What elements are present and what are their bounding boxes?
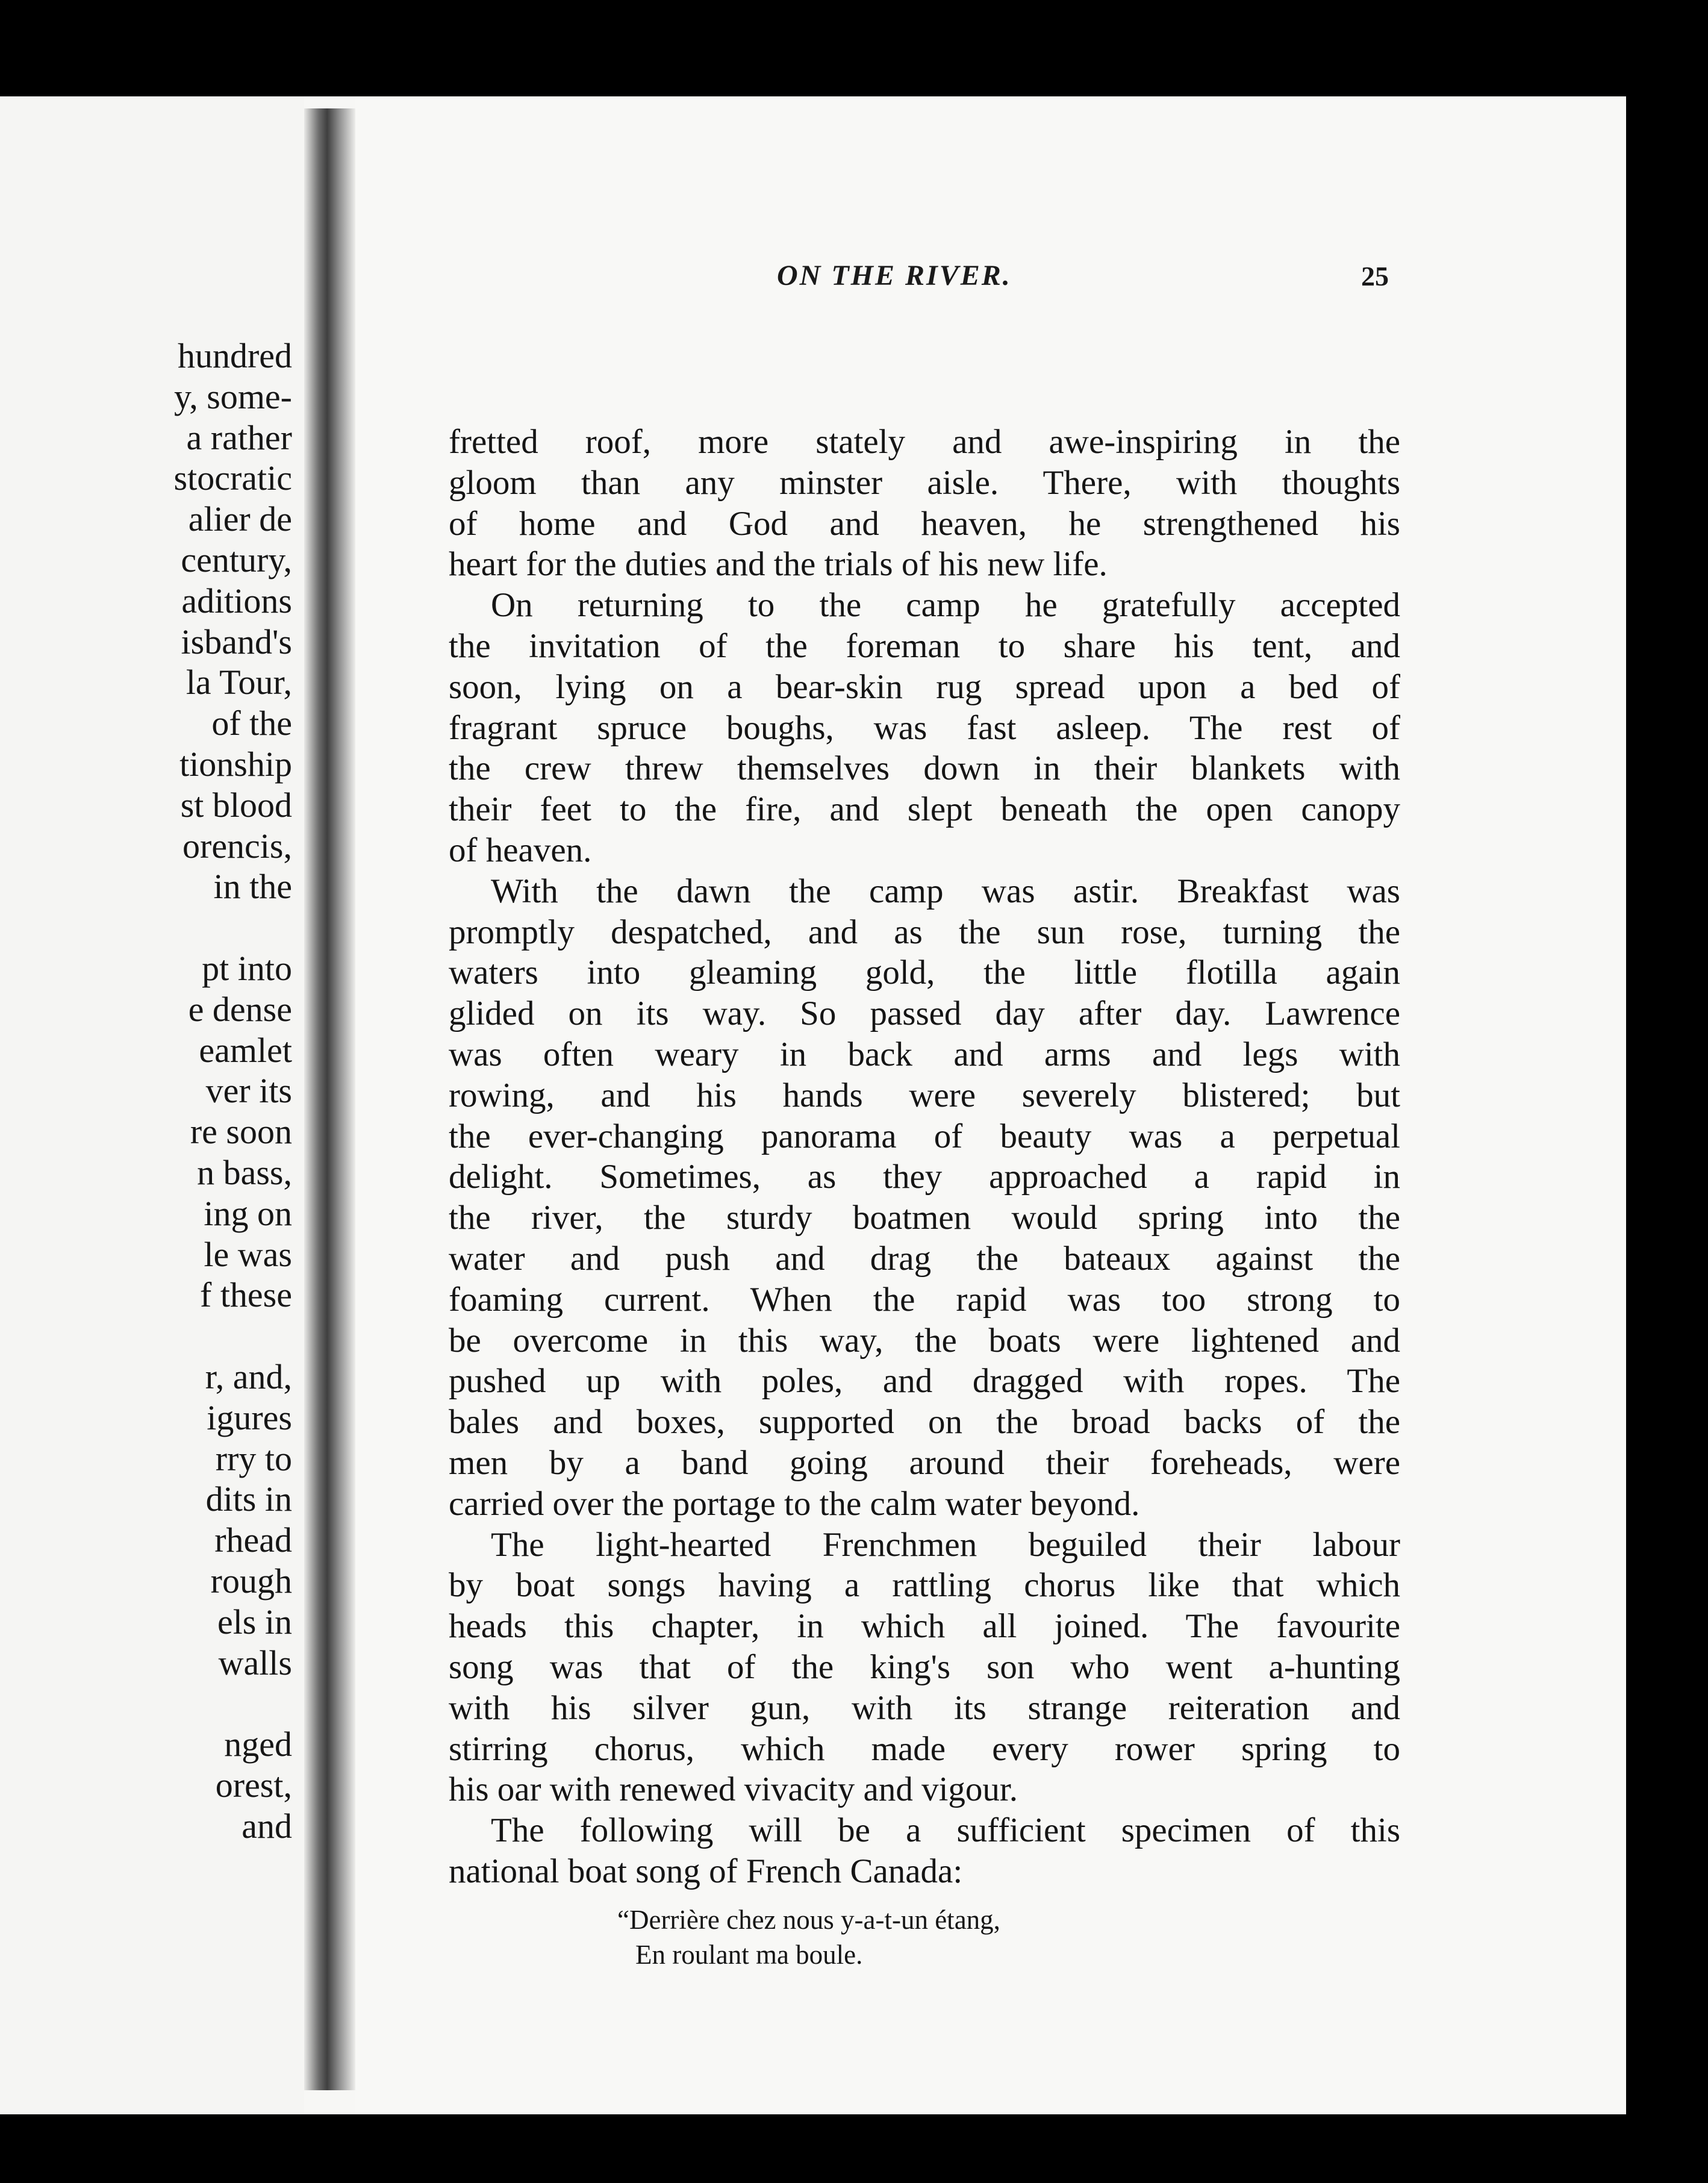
page-number: 25	[1361, 261, 1389, 292]
text-line: be overcome in this way, the boats were lightened and	[449, 1321, 1400, 1360]
left-page-line: aditions	[181, 581, 292, 620]
left-page-line: rry to	[215, 1438, 292, 1478]
left-page-line: y, some-	[174, 376, 292, 416]
left-page-line: n bass,	[197, 1153, 292, 1192]
text-line: heads this chapter, in which all joined. The favourite	[449, 1607, 1400, 1646]
text-line: rowing, and his hands were severely blistered; but	[449, 1076, 1400, 1114]
text-line: carried over the portage to the calm water beyond.	[449, 1484, 1140, 1523]
text-line: men by a band going around their foreheads, were	[449, 1444, 1400, 1482]
left-page-line: nged	[224, 1725, 292, 1764]
left-page-line: r, and,	[205, 1357, 292, 1396]
text-line: bales and boxes, supported on the broad backs of the	[449, 1403, 1400, 1441]
left-page-line: walls	[218, 1643, 292, 1682]
right-page	[355, 96, 1626, 2114]
left-page-line: ing on	[204, 1193, 292, 1233]
left-page-line: tionship	[179, 745, 292, 784]
text-line: stirring chorus, which made every rower spring to	[449, 1729, 1400, 1768]
left-page-line: stocratic	[173, 458, 292, 498]
left-page-line: igures	[207, 1398, 292, 1437]
text-line: by boat songs having a rattling chorus like that which	[449, 1566, 1400, 1605]
text-line: the crew threw themselves down in their blankets with	[449, 749, 1400, 788]
left-page-line: hundred	[177, 336, 292, 375]
text-line: with his silver gun, with its strange reiteration and	[449, 1688, 1400, 1727]
text-line: With the dawn the camp was astir. Breakfast was	[491, 872, 1400, 910]
text-line: was often weary in back and arms and legs with	[449, 1035, 1400, 1073]
left-page-line: e dense	[188, 989, 292, 1029]
left-page-line: isband's	[181, 622, 292, 661]
text-line: pushed up with poles, and dragged with ropes. The	[449, 1362, 1400, 1401]
left-page	[0, 96, 304, 2114]
left-page-line: st blood	[180, 785, 292, 825]
left-page-line: alier de	[188, 499, 292, 539]
text-line: glided on its way. So passed day after day. Lawrence	[449, 995, 1400, 1033]
left-page-line: orest,	[215, 1766, 292, 1805]
text-line: gloom than any minster aisle. There, with thoughts	[449, 463, 1400, 502]
text-line: national boat song of French Canada:	[449, 1852, 963, 1890]
book-page-spread	[0, 96, 1626, 2114]
text-line: the ever-changing panorama of beauty was a perpetual	[449, 1117, 1400, 1155]
left-page-line: and	[242, 1806, 292, 1846]
left-page-line: eamlet	[199, 1030, 292, 1070]
left-page-line: pt into	[202, 949, 292, 988]
verse-line: “Derrière chez nous y-a-t-un étang,	[617, 1904, 1000, 1935]
text-line: promptly despatched, and as the sun rose, turning the	[449, 913, 1400, 951]
text-line: the invitation of the foreman to share his tent, and	[449, 627, 1400, 665]
text-line: water and push and drag the bateaux against the	[449, 1240, 1400, 1278]
left-page-line: orencis,	[182, 826, 292, 866]
left-page-line: of the	[211, 704, 292, 743]
left-page-line: la Tour,	[185, 663, 292, 702]
left-page-line: le was	[204, 1234, 292, 1274]
left-page-line: dits in	[205, 1479, 292, 1519]
text-line: fragrant spruce boughs, was fast asleep. The rest of	[449, 708, 1400, 747]
text-line: The light-hearted Frenchmen beguiled their labour	[491, 1525, 1400, 1564]
text-line: song was that of the king's son who went a-hunting	[449, 1648, 1400, 1686]
text-line: heart for the duties and the trials of his new life.	[449, 545, 1108, 584]
text-line: his oar with renewed vivacity and vigour.	[449, 1770, 1018, 1809]
left-page-line: a rather	[186, 417, 292, 457]
text-line: their feet to the fire, and slept beneath the open canopy	[449, 790, 1400, 829]
text-line: of heaven.	[449, 831, 592, 869]
verse-line: En roulant ma boule.	[635, 1939, 863, 1970]
text-line: fretted roof, more stately and awe-inspiring in the	[449, 423, 1400, 461]
text-line: On returning to the camp he gratefully accepted	[491, 586, 1400, 625]
text-line: the river, the sturdy boatmen would spring into the	[449, 1199, 1400, 1237]
left-page-line: ver its	[205, 1071, 292, 1111]
text-line: waters into gleaming gold, the little flotilla again	[449, 954, 1400, 992]
left-page-line: rhead	[214, 1520, 292, 1560]
text-line: The following will be a sufficient specimen of this	[491, 1811, 1400, 1850]
left-page-line: rough	[210, 1561, 292, 1601]
left-page-line: century,	[181, 540, 292, 579]
text-line: soon, lying on a bear-skin rug spread upon a bed of	[449, 667, 1400, 706]
book-gutter	[304, 108, 355, 2090]
text-line: of home and God and heaven, he strengthened his	[449, 504, 1400, 543]
running-header	[355, 259, 1626, 295]
left-page-line: in the	[213, 867, 292, 907]
text-line: foaming current. When the rapid was too strong to	[449, 1280, 1400, 1319]
left-page-line: els in	[217, 1602, 292, 1641]
running-head-title: ON THE RIVER.	[777, 260, 1012, 292]
left-page-line: re soon	[190, 1112, 292, 1152]
left-page-line: f these	[200, 1275, 292, 1315]
text-line: delight. Sometimes, as they approached a rapid in	[449, 1158, 1400, 1196]
